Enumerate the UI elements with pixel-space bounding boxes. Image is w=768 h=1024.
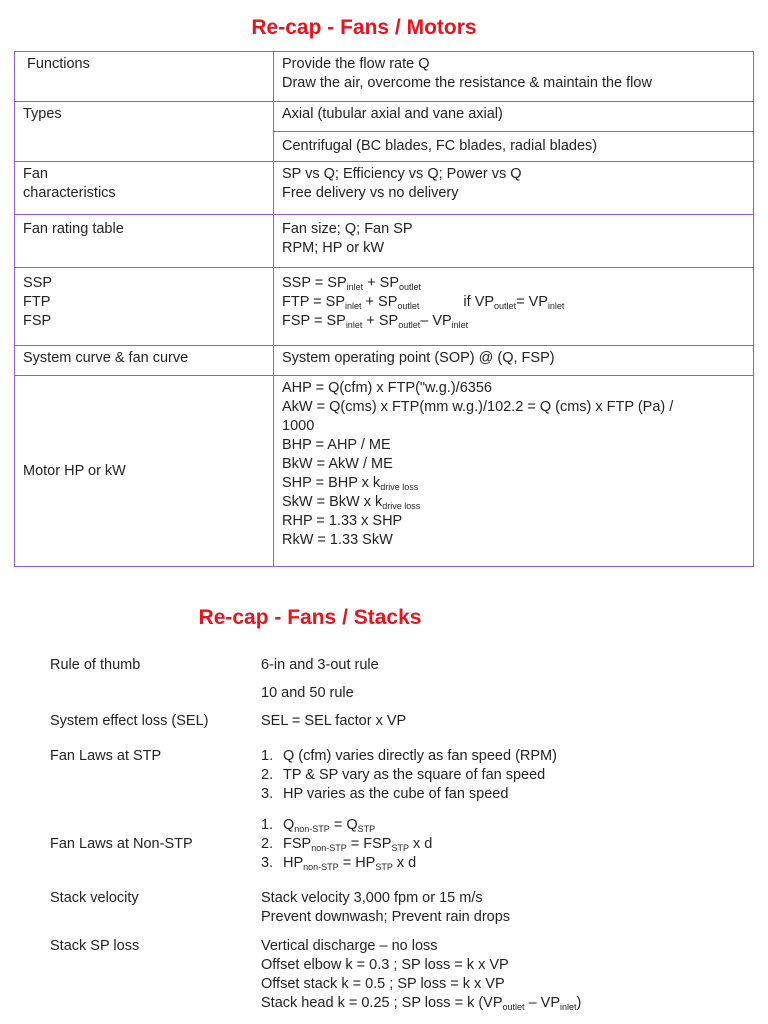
row-label-fan-characteristics	[15, 162, 274, 215]
label-line: FTP	[23, 294, 51, 310]
table-row	[15, 102, 754, 132]
akw-equation-cont: 1000	[282, 418, 315, 434]
list-item: 3. HP varies as the cube of fan speed	[261, 786, 509, 802]
value-line: Stack velocity 3,000 fpm or 15 m/s	[261, 890, 483, 906]
stack-sp-loss-label: Stack SP loss	[50, 938, 140, 954]
stack-velocity-label: Stack velocity	[50, 890, 139, 906]
rule-of-thumb-label: Rule of thumb	[50, 657, 141, 673]
value-line: Offset stack k = 0.5 ; SP loss = k x VP	[261, 976, 505, 992]
fan-laws-nonstp-list	[261, 816, 432, 873]
fsp-equation: FSP = $SP_{inlet} + SP_{outlet}-$ $VP_{inlet}$	[282, 313, 469, 330]
row-label-functions	[15, 52, 274, 102]
table-row	[15, 52, 754, 102]
row-value-functions	[274, 52, 754, 102]
shp-equation: SHP = BHP x $k_{drive loss}$	[282, 475, 419, 492]
value-line: Draw the air, overcome the resistance & maintain the flow	[282, 75, 652, 91]
stack-sp-loss-values	[261, 937, 581, 1013]
label-text: Fan rating table	[23, 221, 124, 237]
fans-stacks-title: Re-cap - Fans / Stacks	[198, 606, 422, 629]
row-label-system-curve: System curve & fan curve	[15, 346, 274, 376]
row-label-fan-rating	[15, 215, 274, 268]
value-line: Vertical discharge – no loss	[261, 938, 438, 954]
value-line: Stack head k = 0.25 ; SP loss = k $(VP_{outlet} - VP_{inlet})$	[261, 995, 582, 1012]
row-value-axial: Axial (tubular axial and vane axial)	[274, 102, 754, 132]
label-text: Types	[23, 106, 62, 122]
value-line: SP vs Q; Efficiency vs Q; Power vs Q	[282, 166, 522, 182]
fan-laws-stp-list	[261, 747, 557, 804]
row-label-ssp-ftp-fsp	[15, 268, 274, 346]
bhp-equation: BHP = AHP / ME	[282, 437, 391, 453]
table-row	[15, 162, 754, 215]
ahp-equation: AHP = Q(cfm) x FTP("w.g.)/6356	[282, 380, 492, 396]
fan-laws-stp-label: Fan Laws at STP	[50, 748, 162, 764]
rule-of-thumb-2: 10 and 50 rule	[261, 685, 354, 701]
rkw-equation: RkW = 1.33 SkW	[282, 532, 393, 548]
skw-equation: SkW = BkW x $k_{drive loss}$	[282, 494, 421, 511]
label-line: characteristics	[23, 185, 116, 201]
list-item: 2. $FSP_{non-STP} = FSP_{STP}$ x d	[261, 836, 433, 853]
row-value-ssp-ftp-fsp	[274, 268, 754, 346]
list-item: 1. $Q_{non-STP} = Q_{STP}$	[261, 817, 376, 834]
row-value-system-curve: System operating point (SOP) @ (Q, FSP)	[274, 346, 754, 376]
rhp-equation: RHP = 1.33 x SHP	[282, 513, 403, 529]
table-row	[15, 376, 754, 567]
list-item: 2. TP & SP vary as the square of fan speed	[261, 767, 546, 783]
row-value-fan-rating	[274, 215, 754, 268]
row-value-fan-characteristics	[274, 162, 754, 215]
label-line: Fan	[23, 166, 48, 182]
rule-of-thumb-1: 6-in and 3-out rule	[261, 657, 379, 673]
list-item: 1. Q (cfm) varies directly as fan speed (RPM)	[261, 748, 557, 764]
table-row	[15, 268, 754, 346]
row-value-centrifugal: Centrifugal (BC blades, FC blades, radial blades)	[274, 132, 754, 162]
value-line: Provide the flow rate Q	[282, 56, 430, 72]
ssp-equation: SSP = $SP_{inlet} + SP_{outlet}$	[282, 275, 422, 292]
row-value-motor	[274, 376, 754, 567]
fan-laws-nonstp-label: Fan Laws at Non-STP	[50, 836, 193, 852]
label-line: FSP	[23, 313, 52, 329]
value-line: Prevent downwash; Prevent rain drops	[261, 909, 511, 925]
akw-equation: AkW = Q(cms) x FTP(mm w.g.)/102.2 = Q (cms) x FTP (Pa) /	[282, 399, 674, 415]
stack-velocity-values	[261, 889, 510, 927]
sel-label: System effect loss (SEL)	[50, 713, 209, 729]
value-line: Offset elbow k = 0.3 ; SP loss = k x VP	[261, 957, 509, 973]
row-label-types	[15, 102, 274, 162]
row-label-motor	[15, 376, 274, 567]
fans-motors-title: Re-cap - Fans / Motors	[251, 16, 477, 39]
label-text: Functions	[27, 56, 90, 72]
label-line: SSP	[23, 275, 53, 291]
fans-motors-table	[14, 51, 754, 567]
table-row	[15, 215, 754, 268]
ftp-equation: FTP = $SP_{inlet} + SP_{outlet}$ if $VP_{outlet}= VP_{inlet}$	[282, 294, 565, 311]
list-item: 3. $HP_{non-STP} = HP_{STP}$ x d	[261, 855, 417, 872]
table-row	[15, 346, 754, 376]
sel-value: SEL = SEL factor x VP	[261, 713, 407, 729]
value-line: Free delivery vs no delivery	[282, 185, 459, 201]
label-text: Motor HP or kW	[23, 462, 126, 479]
bkw-equation: BkW = AkW / ME	[282, 456, 393, 472]
value-line: RPM; HP or kW	[282, 240, 385, 256]
value-line: Fan size; Q; Fan SP	[282, 221, 413, 237]
